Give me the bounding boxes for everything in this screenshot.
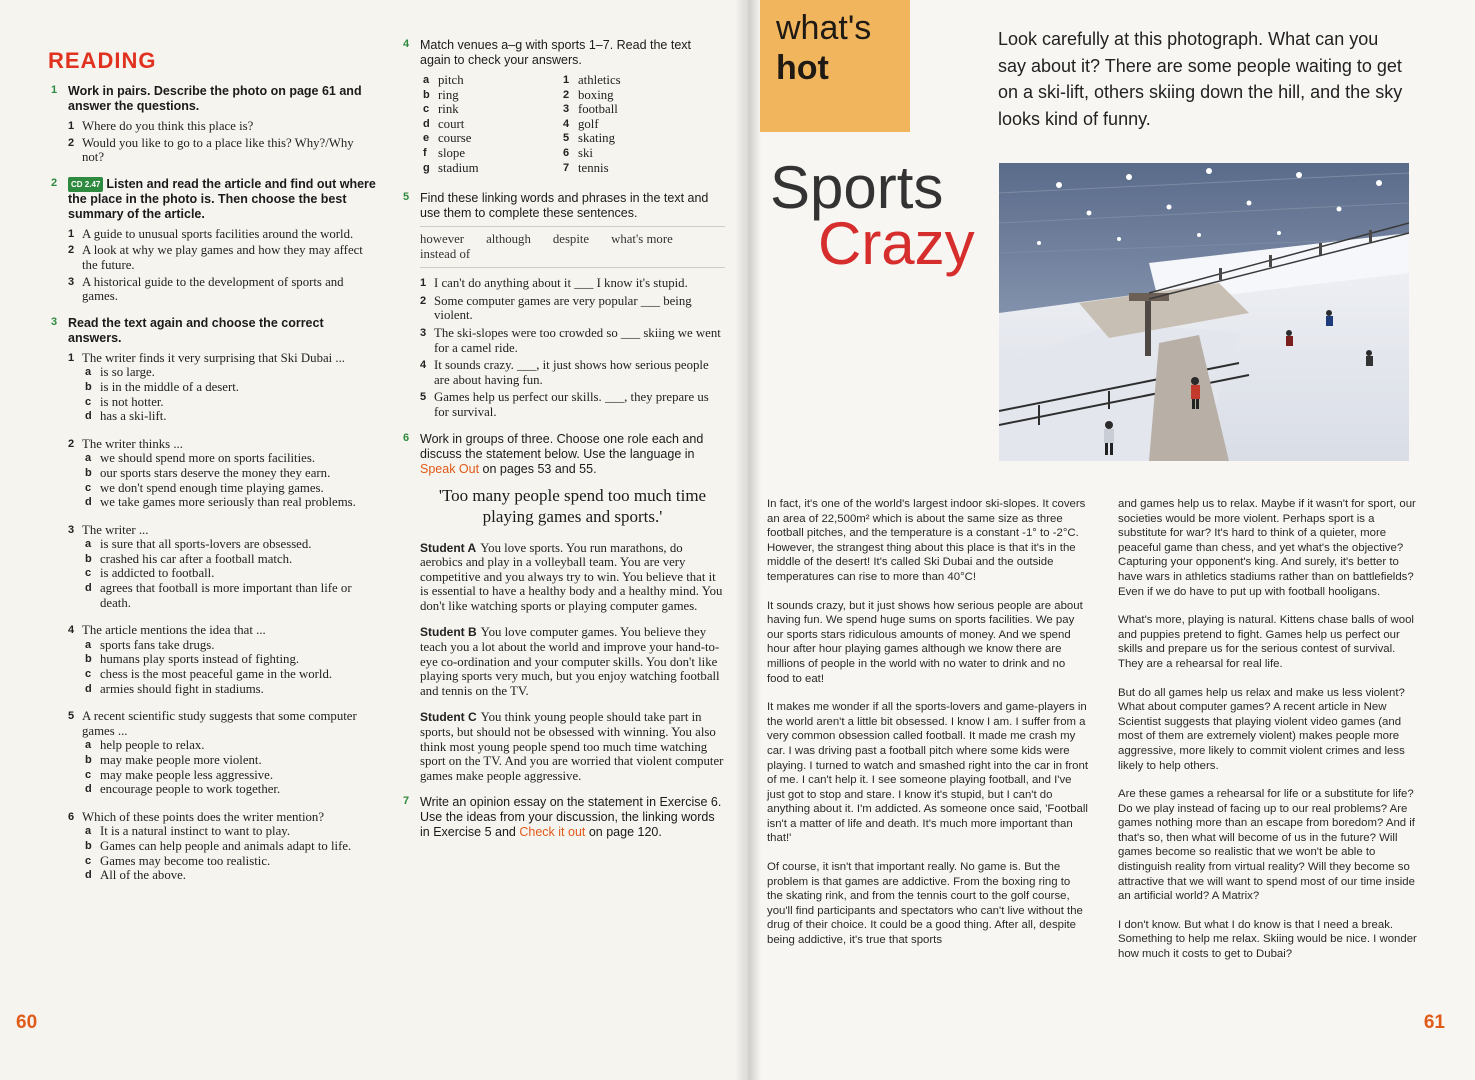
cd-track-badge: CD 2.47	[68, 177, 103, 192]
list-item: 7 tennis	[563, 160, 609, 175]
question: 1 The writer finds it very surprising that Ski Dubai ... a is so large. b is in the middle of a desert. c is not hotter. d has a ski-lift.	[68, 351, 378, 424]
speak-out-reference: Speak Out	[420, 461, 480, 476]
list-item: 1 I can't do anything about it ___ I know it's stupid.	[420, 276, 688, 291]
reading-heading: READING	[48, 48, 157, 73]
answer-option: a we should spend more on sports facilities.	[85, 451, 316, 466]
exercise-number: 5	[403, 191, 410, 204]
question: 6 Which of these points does the writer mention? a It is a natural instinct to want to play. b Games can help people and animals adapt to life. c Games may become too realistic. d All of the above.	[68, 810, 378, 883]
answer-option: c is not hotter.	[85, 394, 164, 409]
left-column-a	[48, 48, 378, 896]
list-item: 1 Where do you think this place is?	[68, 119, 254, 133]
answer-option: b is in the middle of a desert.	[85, 379, 239, 394]
answer-option: a is so large.	[85, 365, 155, 380]
exercise-7	[400, 795, 725, 840]
answer-option: b humans play sports instead of fighting.	[85, 652, 300, 667]
list-item: 4 It sounds crazy. ___, it just shows how serious people are about having fun.	[420, 358, 709, 387]
list-item: a pitch	[423, 73, 464, 87]
exercise-5	[400, 191, 725, 419]
list-item: 6 ski	[563, 145, 593, 160]
answer-option: a sports fans take drugs.	[85, 637, 215, 652]
list-item: 2 boxing	[563, 87, 614, 102]
article-paragraph: Of course, it isn't that important really. No game is. But the problem is that games are addictive. From the boxing ring to the skating rink, and from the tennis court to the golf course, you'll find participants and spectators who can't live without the drug of their choice. It could be a good thing. After all, despite being addictive, it's true that sports	[767, 861, 1083, 947]
whats-hot-tab	[760, 0, 910, 132]
book-gutter	[735, 0, 761, 1080]
list-item: 2 Would you like to go to a place like this? Why?/Why not?	[68, 135, 354, 165]
list-item: 5 skating	[563, 131, 615, 146]
article-paragraph: I don't know. But what I do know is that I need a break. Something to help me relax. Skiing would be nice. I wonder how much it costs to get to Dubai?	[1118, 918, 1417, 961]
question: 2 The writer thinks ... a we should spend more on sports facilities. b our sports stars deserve the money they earn. c we don't spend enough time playing games. d we take games more seriously than real problems.	[68, 437, 378, 510]
article-title	[770, 154, 995, 277]
list-item: 3 A historical guide to the development of sports and games.	[68, 274, 344, 304]
answer-option: c chess is the most peaceful game in the world.	[85, 667, 333, 682]
list-item: c rink	[423, 102, 459, 117]
sports-list	[560, 73, 690, 175]
exercise-instruction: Write an opinion essay on the statement in Exercise 6. Use the ideas from your discussion, the linking words in Exercise 5 and Check it out on page 120.	[420, 795, 722, 840]
article-paragraph: and games help us to relax. Maybe if it wasn't for sport, our societies would be more violent. Perhaps sport is a substitute for war? It's hard to think of a quieter, more peaceful game than chess, and yet what's the objective? Capturing your opponent's king. And surely, it's better to have wars in athletics stadiums rather than on battlefields? Even if we do have to put up with football hooligans.	[1118, 498, 1416, 598]
answer-option: d All of the above.	[85, 868, 186, 883]
list-item: 3 The ski-slopes were too crowded so ___ skiing we went for a camel ride.	[420, 325, 721, 355]
article-paragraph: What's more, playing is natural. Kittens chase balls of wool and puppies pretend to fight. Games help us perfect our skills and prepare us for the serious contest of survival. They are a rehearsal for real life.	[1118, 614, 1414, 670]
answer-option: d we take games more seriously than real problems.	[85, 495, 356, 510]
exercise-6	[400, 432, 725, 784]
exercise-instruction: Read the text again and choose the correct answers.	[68, 315, 324, 345]
answer-option: c we don't spend enough time playing games.	[85, 480, 324, 495]
answer-option: b our sports stars deserve the money they earn.	[85, 465, 331, 480]
word-box: however although despite what's moreinstead of	[420, 226, 725, 268]
check-it-out-reference: Check it out	[519, 825, 586, 840]
question: 4 The article mentions the idea that ... a sports fans take drugs. b humans play sports instead of fighting. c chess is the most peaceful game in the world. d armies should fight in stadiums.	[68, 623, 378, 696]
article-column-2	[1118, 497, 1418, 976]
article-paragraph: In fact, it's one of the world's largest indoor ski-slopes. It covers an area of 22,500m² which is about the same size as three football pitches, and the temperature is a constant -1° to -2°C. However, the strangest thing about this place is that it's in the middle of the desert! It's called Ski Dubai and the outside temperatures can rise to more than 40°C!	[767, 498, 1086, 583]
answer-option: a help people to relax.	[85, 738, 205, 753]
article-paragraph: It makes me wonder if all the sports-lovers and game-players in the world aren't a little bit obsessed. I know I am. I suffer from a very common obsession called football. It made me crash my car. I was driving past a football pitch where some kids were playing. I turned to watch and smashed right into the car in front of me. I can't help it. I see someone playing football, and I've just got to stop and stare. I know it's stupid, but I can't do anything about it. I'm addicted. As someone once said, 'Football isn't a matter of life and death. It's much more important than that!'	[767, 701, 1089, 845]
article-column-1	[767, 497, 1089, 962]
exercise-3	[48, 316, 378, 883]
exercise-instruction: Find these linking words and phrases in the text and use them to complete these sentences.	[420, 191, 709, 221]
exercise-1	[48, 84, 378, 165]
exercise-number: 2	[51, 176, 58, 189]
list-item: e course	[423, 131, 472, 146]
question: 5 A recent scientific study suggests that some computer games ... a help people to relax. b may make people more violent. c may make people less aggressive. d encourage people to work together.	[68, 709, 378, 797]
answer-option: b may make people more violent.	[85, 753, 262, 767]
role-card: Student B You love computer games. You believe they teach you a lot about the world and improve your hand-to-eye co-ordination and your computer skills. You don't like playing sports very much, but you enjoy watching football and tennis on the TV.	[420, 625, 720, 698]
exercise-number: 1	[51, 84, 58, 96]
answer-option: b crashed his car after a football match.	[85, 551, 293, 566]
left-column-b	[400, 38, 725, 852]
list-item: 1 A guide to unusual sports facilities around the world.	[68, 226, 354, 241]
tab-line-1: what's	[776, 9, 872, 47]
answer-option: b Games can help people and animals adapt to life.	[85, 838, 352, 853]
exercise-instruction: Listen and read the article and find out where the place in the photo is. Then choose the best summary of the article.	[68, 176, 376, 221]
matching-lists	[420, 73, 725, 175]
list-item: b ring	[423, 87, 459, 102]
question: 3 The writer ... a is sure that all sports-lovers are obsessed. b crashed his car after a football match. c is addicted to football. d agrees that football is more important than life or death.	[68, 523, 378, 611]
answer-option: c may make people less aggressive.	[85, 767, 274, 782]
title-line-1: Sports	[770, 154, 944, 221]
exercise-4	[400, 38, 725, 175]
exercise-instruction: Work in groups of three. Choose one role each and discuss the statement below. Use the language in Speak Out on pages 53 and 55.	[420, 431, 704, 476]
list-item: f slope	[423, 145, 466, 160]
article-paragraph: Are these games a rehearsal for life or a substitute for life? Do we play instead of facing up to our real problems? Are games nothing more than an escape from boredom? And if that's so, then what will become of us in the future? Will games become so realistic that we won't be able to distinguish reality from virtual reality? Will they become so attractive that we will want to spend most of our time inside an artificial world? A Matrix?	[1118, 788, 1415, 903]
list-item: 1 athletics	[563, 73, 621, 87]
ski-dubai-photo	[999, 163, 1409, 461]
list-item: 2 Some computer games are very popular ___ being violent.	[420, 293, 692, 323]
tab-line-2: hot	[776, 49, 829, 87]
exercise-number: 3	[51, 315, 58, 328]
list-item: 4 golf	[563, 116, 599, 131]
photo-illustration	[999, 163, 1409, 461]
list-item: 5 Games help us perfect our skills. ___, they prepare us for survival.	[420, 390, 709, 419]
answer-option: a is sure that all sports-lovers are obsessed.	[85, 537, 312, 552]
answer-option: d encourage people to work together.	[85, 782, 281, 797]
answer-option: d armies should fight in stadiums.	[85, 681, 264, 696]
list-item: d court	[423, 116, 465, 131]
article-paragraph: It sounds crazy, but it just shows how serious people are about having fun. We spend huge sums on sports facilities. We pay our sports stars ridiculous amounts of money. And we spend hour after hour playing games although we know there are millions of people in the world with no water to drink and no food to eat!	[767, 599, 1083, 685]
list-item: g stadium	[423, 160, 479, 175]
role-card: Student A You love sports. You run marathons, do aerobics and play in a volleyball team. You are very competitive and you always try to win. You believe that it is essential to have a healthy body and a healthy mind. You don't like watching sports or playing computer games.	[420, 540, 723, 613]
page-number-right: 61	[1423, 1012, 1445, 1033]
answer-option: d has a ski-lift.	[85, 409, 167, 424]
page-number-left: 60	[16, 1012, 38, 1033]
exercise-number: 7	[403, 795, 410, 808]
exercise-instruction: Work in pairs. Describe the photo on page 61 and answer the questions.	[68, 84, 362, 113]
exercise-instruction: Match venues a–g with sports 1–7. Read the text again to check your answers.	[420, 38, 691, 67]
exercise-number: 4	[403, 38, 410, 50]
title-line-2: Crazy	[818, 210, 975, 277]
discussion-statement: 'Too many people spend too much time playing games and sports.'	[438, 485, 707, 526]
answer-option: a It is a natural instinct to want to play.	[85, 824, 291, 839]
role-card: Student C You think young people should take part in sports, but should not be obsessed with winning. You also think most young people spend too much time watching sport on the TV. And you are worried that violent computer games make people aggressive.	[420, 710, 724, 783]
answer-option: d agrees that football is more important than life or death.	[85, 581, 352, 610]
answer-option: c Games may become too realistic.	[85, 853, 271, 868]
list-item: 2 A look at why we play games and how they may affect the future.	[68, 243, 363, 272]
list-item: 3 football	[563, 102, 618, 117]
exercise-number: 6	[403, 431, 410, 444]
intro-text: Look carefully at this photograph. What can you say about it? There are some people waiting to get on a ski-lift, others skiing down the hill, and the sky looks kind of funny.	[998, 29, 1403, 129]
answer-option: c is addicted to football.	[85, 566, 215, 581]
exercise-2	[48, 177, 378, 304]
article-paragraph: But do all games help us relax and make us less violent? What about computer games? A recent article in New Scientist suggests that playing violent video games (and most of them are extremely violent) makes people more aggressive, more likely to commit violent crimes and less likely to help others.	[1118, 686, 1405, 772]
venues-list	[420, 73, 550, 175]
